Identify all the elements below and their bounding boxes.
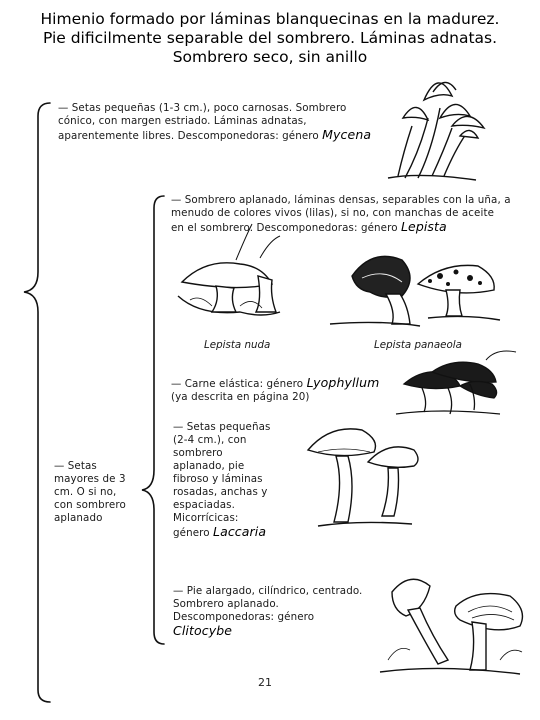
heading-line-1: Himenio formado por láminas blanquecinas en la madurez. [40, 10, 500, 28]
lyophyllum-line-1 [171, 376, 379, 391]
lepista-line-3 [171, 220, 511, 235]
laccaria-line-2: (2-4 cm.), con [173, 434, 247, 446]
laccaria-line-9-text: género [173, 527, 210, 539]
lepista-genus: Lepista [400, 219, 447, 234]
lepista-panaeola-caption: Lepista panaeola [374, 339, 462, 351]
laccaria-line-3: sombrero [173, 447, 223, 459]
lyophyllum-description [171, 376, 379, 404]
lepista-nuda-caption: Lepista nuda [204, 339, 271, 351]
big-line-5: aplanado [54, 512, 103, 524]
lepista-line-3-text: en el sombrero. Descomponedoras: género [171, 222, 398, 234]
laccaria-line-1: — Setas pequeñas [173, 421, 271, 433]
page-number: 21 [258, 676, 272, 689]
laccaria-illustration [308, 429, 418, 526]
mycena-line-2: cónico, con margen estriado. Láminas adnatas, [58, 115, 307, 127]
clitocybe-genus: Clitocybe [173, 623, 233, 638]
laccaria-line-9 [173, 525, 271, 540]
laccaria-line-5: fibroso y láminas [173, 473, 263, 485]
mycena-illustration [388, 82, 484, 180]
lepista-line-2: menudo de colores vivos (lilas), si no, con manchas de aceite [171, 207, 495, 219]
laccaria-line-6: rosadas, anchas y [173, 486, 268, 498]
mycena-line-3 [58, 128, 371, 143]
mycena-line-1: — Setas pequeñas (1-3 cm.), poco carnosas. Sombrero [58, 102, 347, 114]
big-line-4: con sombrero [54, 499, 126, 511]
big-setas-description [54, 460, 126, 525]
clitocybe-line-1: — Pie alargado, cilíndrico, centrado. [173, 585, 363, 597]
heading-line-3: Sombrero seco, sin anillo [172, 48, 368, 66]
mycena-genus: Mycena [322, 127, 372, 142]
laccaria-line-4: aplanado, pie [173, 460, 245, 472]
laccaria-description [173, 421, 271, 540]
lyophyllum-line-2: (ya descrita en página 20) [171, 391, 310, 403]
lepista-description [171, 194, 511, 235]
clitocybe-line-2: Sombrero aplanado. [173, 598, 279, 610]
clitocybe-illustration [380, 579, 522, 674]
big-line-1: — Setas [54, 460, 97, 472]
laccaria-line-8: Micorrícicas: [173, 512, 239, 524]
lyophyllum-genus: Lyophyllum [306, 375, 380, 390]
main-brace [24, 103, 50, 702]
heading-line-2: Pie dificilmente separable del sombrero. Láminas adnatas. [42, 29, 498, 47]
clitocybe-line-3: Descomponedoras: género [173, 611, 315, 623]
lyophyllum-illustration [396, 351, 516, 414]
laccaria-line-7: espaciadas. [173, 499, 235, 511]
lepista-line-1: — Sombrero aplanado, láminas densas, separables con la uña, a [171, 194, 511, 206]
big-line-2: mayores de 3 [54, 473, 126, 485]
mycena-description [58, 102, 371, 143]
big-line-3: cm. O si no, [54, 486, 117, 498]
lepista-panaeola-illustration [330, 256, 500, 326]
laccaria-genus: Laccaria [213, 524, 267, 539]
mycena-line-3-text: aparentemente libres. Descomponedoras: género [58, 130, 319, 142]
secondary-brace [142, 196, 164, 644]
clitocybe-description [173, 585, 362, 637]
lepista-nuda-illustration [178, 224, 280, 315]
lyophyllum-line-1-text: — Carne elástica: género [171, 378, 304, 390]
